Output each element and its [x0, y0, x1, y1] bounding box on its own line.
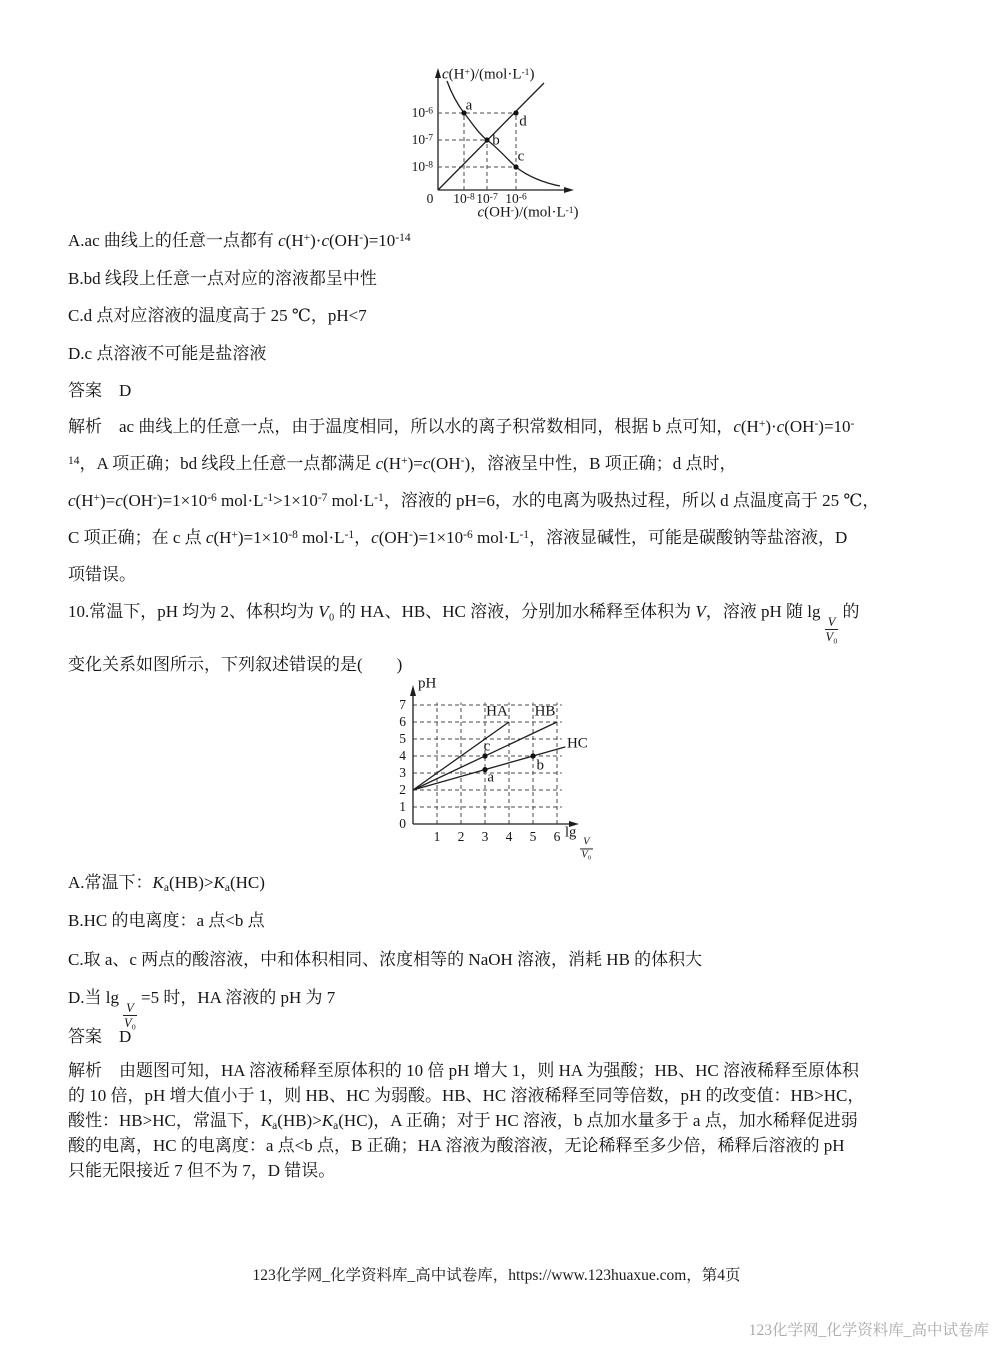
text-line: 的 10 倍，pH 增大值小于 1，则 HB、HC 为弱酸。HB、HC 溶液稀释至同等倍数，pH 的改变值：HB>HC，	[68, 1086, 865, 1105]
y-tick-label: 6	[399, 714, 406, 729]
point-label-c: c	[483, 738, 491, 755]
x-tick-label: 3	[481, 829, 489, 844]
y-tick-label: 2	[399, 782, 406, 797]
text-line: D.c 点溶液不可能是盐溶液	[68, 343, 267, 363]
q9-options	[68, 222, 411, 372]
text-line: C.取 a、c 两点的酸溶液，中和体积相同、浓度相等的 NaOH 溶液，消耗 HB 的体积大	[68, 949, 703, 969]
answer-value: D	[119, 381, 132, 400]
fraction: $\frac{V}{\text{V₀}}$	[825, 615, 838, 645]
text-line: $^{14}$，A 项正确；bd 线段上任意一点都满足 c(H+)=c(OH-)，溶液呈中性，B 项正确；d 点时，	[68, 454, 737, 473]
fraction: $\frac{V}{\text{V₀}}$	[581, 836, 592, 861]
text-line: 酸性：HB>HC，常温下，$K_a(HB)>K_a(HC)$，A 正确；对于 HC 溶液，b 点加水量多于 a 点，加水稀释促进弱	[68, 1111, 858, 1132]
text-line: A.常温下：$K_a(HB)>K_a(HC)$	[68, 873, 265, 894]
point-label-a: a	[465, 97, 473, 114]
q9-figure	[376, 62, 716, 227]
text-line: D.当 lg $\frac{V}{\text{V₀}}$ =5 时，HA 溶液的 pH 为 7	[68, 987, 336, 1031]
text-line: 解析 由题图可知，HA 溶液稀释至原体积的 10 倍 pH 增大 1，则 HA 为强酸；HB、HC 溶液稀释至原体积	[68, 1061, 859, 1080]
text-line: 10.常温下，pH 均为 2、体积均为 V₀ 的 HA、HB、HC 溶液，分别加水稀释至体积为 V，溶液 pH 随 lg $\frac{V}{\text{V₀}}$ 的	[68, 602, 860, 645]
q9-analysis	[68, 408, 879, 593]
x-tick-label: $10^{-8}$	[453, 191, 475, 206]
y-tick-label: 7	[399, 697, 406, 712]
point-label-a: a	[487, 769, 495, 786]
y-tick-label: 0	[399, 816, 406, 831]
y-tick-label: 3	[399, 765, 406, 780]
x-tick-label: 2	[457, 829, 465, 844]
watermark: 123化学网_化学资料库_高中试卷库	[748, 1322, 989, 1339]
y-tick-label: 4	[399, 748, 406, 763]
y-tick-label: 1	[399, 799, 406, 814]
x-tick-label: 1	[433, 829, 441, 844]
q10-figure	[355, 672, 700, 877]
answer-value: D	[119, 1027, 132, 1046]
answer-line	[68, 1018, 131, 1055]
q9-answer	[68, 372, 131, 409]
text-line: 解析 ac 曲线上的任意一点，由于温度相同，所以水的离子积常数相同，根据 b 点可知，c(H+)·c(OH-)=10-	[68, 417, 855, 436]
x-tick-label: 6	[553, 829, 561, 844]
y-tick-label: $10^{-7}$	[411, 132, 433, 147]
page-footer: 123化学网_化学资料库_高中试卷库，https://www.123huaxue.com，第4页	[252, 1267, 741, 1284]
y-tick-label: $10^{-8}$	[411, 159, 433, 174]
y-tick-label: 5	[399, 731, 406, 746]
text-line: C.d 点对应溶液的温度高于 25 ℃，pH<7	[68, 306, 367, 326]
text-line: 只能无限接近 7 但不为 7，D 错误。	[68, 1161, 336, 1180]
text-line: B.HC 的电离度：a 点<b 点	[68, 911, 265, 931]
y-tick-label: $10^{-6}$	[411, 105, 433, 120]
text-line: C 项正确；在 c 点 $c(H^+)=1\times 10^{-8}$ $mol\cdot L^{-1}$，$c(OH^-)=1\times 10^{-6}$ $mol\cdot L^{-1}$，溶液显碱性，可能是碳酸钠等盐溶液，D	[68, 528, 848, 547]
x-tick-label: 5	[529, 829, 537, 844]
point-label-d: d	[519, 113, 527, 130]
curve-label-HA: HA	[486, 703, 508, 720]
curve-label-HC: HC	[566, 735, 588, 752]
x-tick-label: $10^{-6}$	[505, 191, 527, 206]
answer-line	[68, 372, 131, 409]
text-line: 项错误。	[68, 565, 136, 584]
y-axis-label: $c(H^+)/(mol\cdot L^{-1})$	[442, 66, 535, 83]
origin-label: 0	[426, 191, 434, 206]
answer-label: 答案	[68, 381, 102, 400]
text-line: A.ac 曲线上的任意一点都有 $c(H^+)\cdot c(OH^-)=10^{-14}$	[68, 231, 411, 250]
x-tick-label: $10^{-7}$	[476, 191, 498, 206]
point-label-b: b	[536, 757, 544, 774]
point-label-c: c	[517, 148, 525, 165]
text-line: 变化关系如图所示，下列叙述错误的是( )	[68, 654, 403, 674]
q10-answer	[68, 1018, 131, 1055]
q10-stem	[68, 592, 860, 684]
text-line: B.bd 线段上任意一点对应的溶液都呈中性	[68, 268, 377, 288]
q10-options	[68, 864, 702, 1031]
text-line: $c(H^+)=c(OH^-)=1\times 10^{-6}$ $mol\cdot L^{-1}>1\times 10^{-7}$ $mol\cdot L^{-1}$，溶液的 pH=6，水的电离为吸热过程，所以 d 点温度高于 25 ℃，	[68, 491, 880, 510]
fraction: $\frac{V}{\text{V₀}}$	[124, 1000, 136, 1031]
y-axis-label: pH	[418, 675, 437, 692]
q10-chart-canvas	[355, 672, 700, 877]
q10-analysis	[68, 1056, 864, 1181]
point-label-b: b	[492, 132, 500, 149]
curve-label-HB: HB	[534, 703, 556, 720]
x-axis-label: lg $\frac{V}{\text{V₀}}$	[565, 824, 596, 861]
x-axis-label: $c(OH^-)/(mol\cdot L^{-1})$	[477, 204, 579, 221]
answer-label: 答案	[68, 1027, 102, 1046]
x-tick-label: 4	[505, 829, 513, 844]
text-line: 酸的电离，HC 的电离度：a 点<b 点，B 正确；HA 溶液为酸溶液，无论稀释至多少倍，稀释后溶液的 pH	[68, 1136, 845, 1155]
